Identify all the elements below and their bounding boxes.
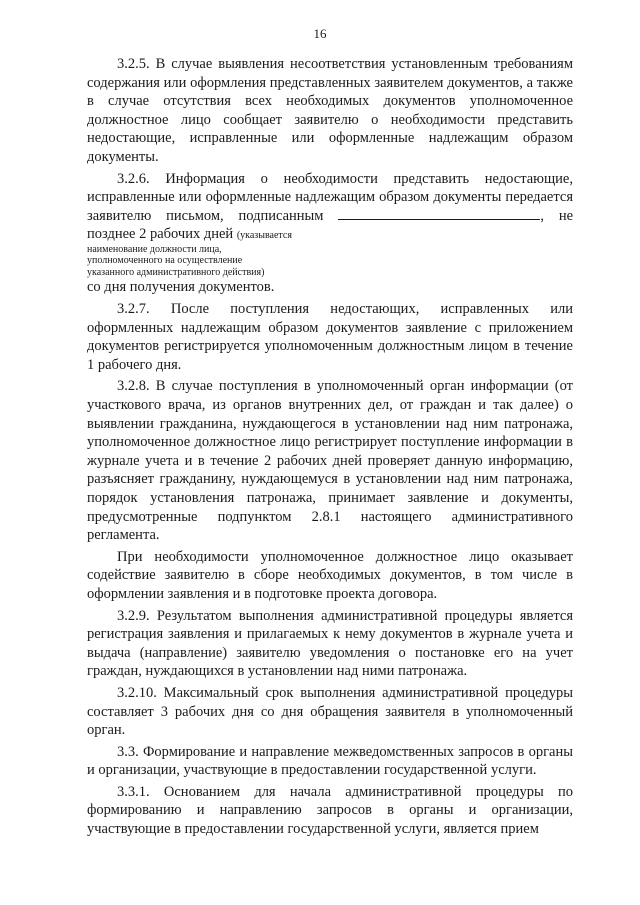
- paragraph-3-2-6: [87, 170, 573, 244]
- field-note-line-1: наименование должности лица,: [87, 243, 222, 255]
- paragraph-3-2-9: 3.2.9. Результатом выполнения административной процедуры является регистрация заявления и прилагаемых к нему документов в журнале учета и выдача (направление) заявителю уведомления о постановке его на учет граждан, нуждающихся в установлении над ними патронажа.: [87, 607, 573, 680]
- paragraph-3-3-1: 3.3.1. Основанием для начала административной процедуры по формированию и направлению запросов в органы и организации, участвующие в предоставлении государственной услуги, является прием: [87, 783, 573, 838]
- paragraph-3-2-10: 3.2.10. Максимальный срок выполнения административной процедуры составляет 3 рабочих дня со дня обращения заявителя в уполномоченный орган.: [87, 684, 573, 739]
- paragraph-3-2-6-deadline: , не позднее 2 рабочих дней: [87, 207, 574, 243]
- paragraph-3-2-8-continued: При необходимости уполномоченное должностное лицо оказывает содействие заявителю в сборе необходимых документов, в том числе в оформлении заявления и в подготовке проекта договора.: [87, 548, 573, 602]
- field-note-line-2: уполномоченного на осуществление: [87, 255, 243, 267]
- paragraph-3-2-5: 3.2.5. В случае выявления несоответствия установленным требованиям содержания или оформления представленных заявителем документов, а также в случае отсутствия всех необходимых документов уполномоченное должностное лицо сообщает заявителю о необходимости представить недостающие, исправленные или оформленные надлежащим образом документы.: [87, 56, 573, 165]
- paragraph-3-2-6-text: 3.2.6. Информация о необходимости представить недостающие, исправленные или оформленные надлежащим образом документы передается заявителю письмом, подписанным: [87, 170, 573, 224]
- paragraph-3-3: 3.3. Формирование и направление межведомственных запросов в органы и организации, участвующие в предоставлении государственной услуги.: [87, 743, 573, 779]
- paragraph-3-2-7: 3.2.7. После поступления недостающих, исправленных или оформленных надлежащим образом документов заявление с приложением документов регистрируется уполномоченным должностным лицом в течение 1 рабочего дня.: [87, 301, 573, 373]
- paragraph-3-2-6-end: со дня получения документов.: [87, 279, 275, 296]
- paragraph-3-2-6-hint: (указывается: [236, 230, 292, 242]
- page-number: 16: [313, 26, 327, 41]
- paragraph-3-2-8: 3.2.8. В случае поступления в уполномоченный орган информации (от участкового врача, из органов внутренних дел, от граждан и так далее) о выявлении гражданина, нуждающегося в установлении над ним патронажа, уполномоченное должностное лицо регистрирует поступление информации в журнале учета и в течение 2 рабочих дней проверяет данную информацию, разъясняет гражданину, нуждающемуся в установлении над ним патронажа, порядок установления патронажа, принимает заявление и документы, предусмотренные подпунктом 2.8.1 настоящего административного регламента.: [87, 378, 573, 544]
- field-note-line-3: указанного административного действия): [87, 266, 265, 278]
- signature-blank-line: [338, 209, 540, 220]
- document-body: [87, 55, 573, 842]
